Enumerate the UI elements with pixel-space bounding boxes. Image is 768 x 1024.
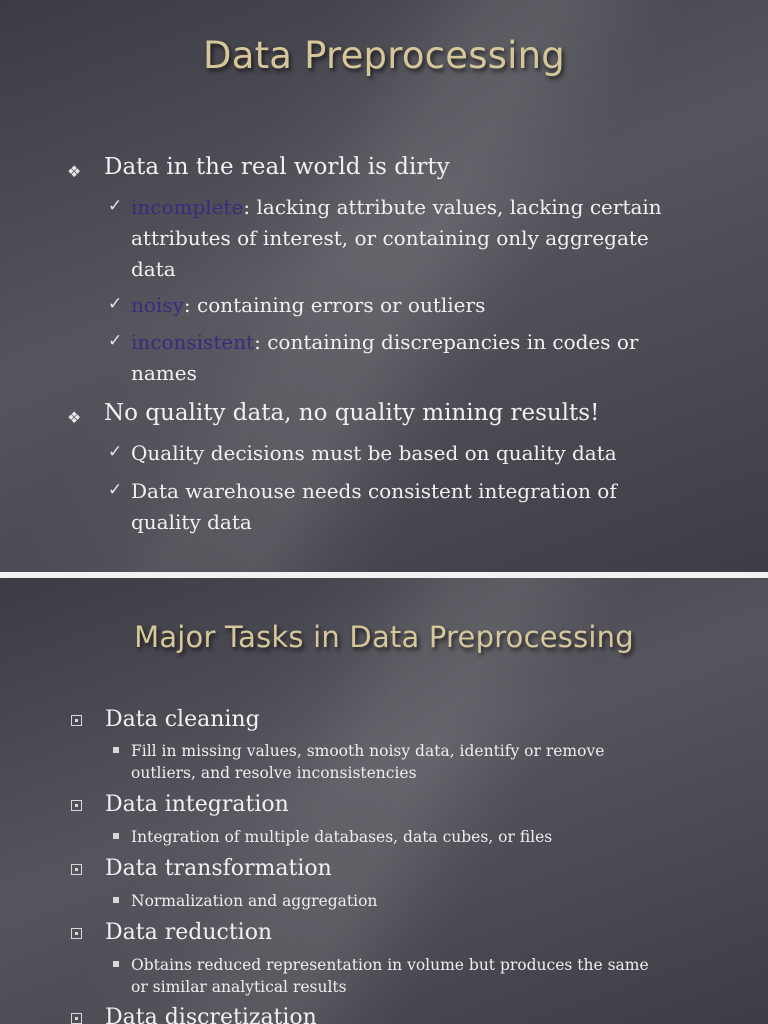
bullet-text: No quality data, no quality mining results! (104, 400, 600, 426)
sub-bullet-text: Data warehouse needs consistent integration of (131, 479, 617, 503)
sub-bullet-text: incomplete: lacking attribute values, lacking certain (131, 195, 662, 219)
task-detail: Integration of multiple databases, data cubes, or files (131, 828, 553, 846)
checkmark-icon: ✓ (108, 331, 123, 351)
term-inconsistent: inconsistent (131, 330, 255, 354)
square-bullet-icon (113, 897, 119, 903)
slide-major-tasks (0, 578, 768, 1024)
diamond-bullet-icon: ❖ (67, 162, 82, 181)
term-incomplete: incomplete (131, 195, 244, 219)
sub-bullet-text: inconsistent: containing discrepancies in codes or (131, 330, 639, 354)
sub-bullet-continuation: names (131, 361, 197, 385)
task-detail: Normalization and aggregation (131, 892, 378, 910)
task-detail: Fill in missing values, smooth noisy data, identify or remove (131, 742, 605, 760)
checkmark-icon: ✓ (108, 294, 123, 314)
task-heading: Data reduction (105, 920, 273, 945)
boxed-square-icon (71, 1013, 82, 1024)
bullet-text: Data in the real world is dirty (104, 154, 450, 180)
task-heading: Data discretization (105, 1005, 317, 1024)
task-detail: Obtains reduced representation in volume but produces the same (131, 956, 649, 974)
task-detail: or similar analytical results (131, 978, 347, 996)
boxed-square-icon (71, 928, 82, 939)
square-bullet-icon (113, 833, 119, 839)
boxed-square-icon (71, 800, 82, 811)
checkmark-icon: ✓ (108, 196, 123, 216)
task-detail: outliers, and resolve inconsistencies (131, 764, 417, 782)
diamond-bullet-icon: ❖ (67, 408, 82, 427)
task-heading: Data cleaning (105, 707, 260, 732)
sub-bullet-text: Quality decisions must be based on quality data (131, 441, 617, 465)
boxed-square-icon (71, 864, 82, 875)
term-noisy: noisy (131, 293, 184, 317)
task-heading: Data transformation (105, 856, 332, 881)
task-heading: Data integration (105, 792, 289, 817)
sub-bullet-continuation: quality data (131, 510, 252, 534)
sub-bullet-continuation: attributes of interest, or containing only aggregate (131, 226, 649, 250)
checkmark-icon: ✓ (108, 480, 123, 500)
sub-bullet-continuation: data (131, 257, 176, 281)
slide-title: Data Preprocessing (203, 34, 565, 77)
square-bullet-icon (113, 961, 119, 967)
square-bullet-icon (113, 747, 119, 753)
checkmark-icon: ✓ (108, 442, 123, 462)
boxed-square-icon (71, 715, 82, 726)
slide-title: Major Tasks in Data Preprocessing (134, 620, 634, 654)
sub-bullet-text: noisy: containing errors or outliers (131, 293, 486, 317)
